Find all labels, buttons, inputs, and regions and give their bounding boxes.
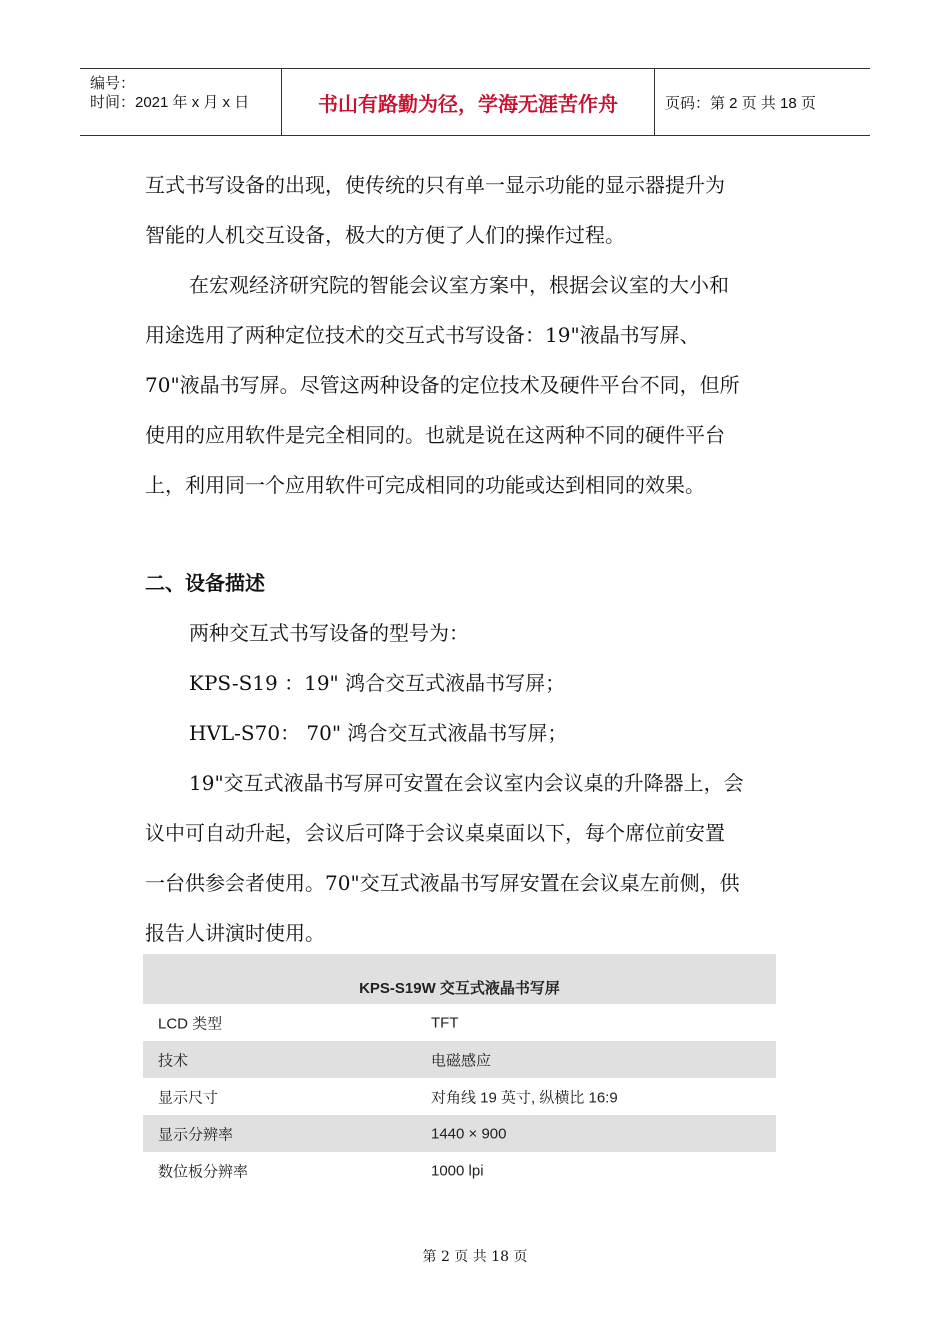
section-line: 一台供参会者使用。70"交互式液晶书写屏安置在会议桌左前侧，供 <box>145 871 740 895</box>
body-line: 智能的人机交互设备，极大的方便了人们的操作过程。 <box>145 223 625 247</box>
section-line: 19"交互式液晶书写屏可安置在会议室内会议桌的升降器上，会 <box>189 771 744 795</box>
table-row <box>143 1004 776 1041</box>
section-device-description <box>145 558 835 958</box>
spec-value: 1000 lpi <box>431 1162 484 1179</box>
header-meta <box>80 69 282 135</box>
spec-value: 1440 × 900 <box>431 1125 507 1142</box>
spec-value: 对角线 19 英寸, 纵横比 16:9 <box>431 1089 618 1106</box>
body-line: 上，利用同一个应用软件可完成相同的功能或达到相同的效果。 <box>145 473 705 497</box>
spec-table-title: KPS-S19W 交互式液晶书写屏 <box>359 980 560 997</box>
table-row <box>143 1041 776 1078</box>
table-row <box>143 1078 776 1115</box>
spec-label: 技术 <box>158 1052 189 1069</box>
spec-value: 电磁感应 <box>431 1052 492 1069</box>
document-time-label: 时间：2021 年 x 月 x 日 <box>90 94 250 111</box>
document-number-label: 编号： <box>90 75 136 92</box>
header-motto: 书山有路勤为径，学海无涯苦作舟 <box>282 69 655 135</box>
body-line: 用途选用了两种定位技术的交互式书写设备：19"液晶书写屏、 <box>145 323 700 347</box>
spec-label: LCD 类型 <box>158 1015 223 1032</box>
body-line: 互式书写设备的出现，使传统的只有单一显示功能的显示器提升为 <box>145 173 725 197</box>
body-line: 70"液晶书写屏。尽管这两种设备的定位技术及硬件平台不同，但所 <box>145 373 740 397</box>
page-footer: 第 2 页 共 18 页 <box>422 1249 528 1265</box>
section-line: 报告人讲演时使用。 <box>145 921 325 945</box>
spec-table <box>143 954 776 1189</box>
page-header <box>80 68 870 136</box>
spec-label: 显示分辨率 <box>158 1126 234 1143</box>
section-line: 两种交互式书写设备的型号为： <box>189 621 469 645</box>
body-line: 使用的应用软件是完全相同的。也就是说在这两种不同的硬件平台 <box>145 423 725 447</box>
spec-value: TFT <box>431 1014 459 1031</box>
section-line: HVL-S70： 70" 鸿合交互式液晶书写屏； <box>189 721 568 745</box>
section-line: 议中可自动升起，会议后可降于会议桌桌面以下，每个席位前安置 <box>145 821 725 845</box>
body-paragraphs <box>145 160 835 510</box>
table-row <box>143 1152 776 1189</box>
spec-label: 显示尺寸 <box>158 1089 219 1106</box>
spec-table-title-row <box>143 954 776 1004</box>
spec-label: 数位板分辨率 <box>158 1163 249 1180</box>
section-title: 二、设备描述 <box>145 571 265 595</box>
header-page-info: 页码：第 2 页 共 18 页 <box>665 94 816 112</box>
table-row <box>143 1115 776 1152</box>
body-line: 在宏观经济研究院的智能会议室方案中，根据会议室的大小和 <box>189 273 729 297</box>
section-line: KPS-S19 ：19" 鸿合交互式液晶书写屏； <box>189 671 566 695</box>
